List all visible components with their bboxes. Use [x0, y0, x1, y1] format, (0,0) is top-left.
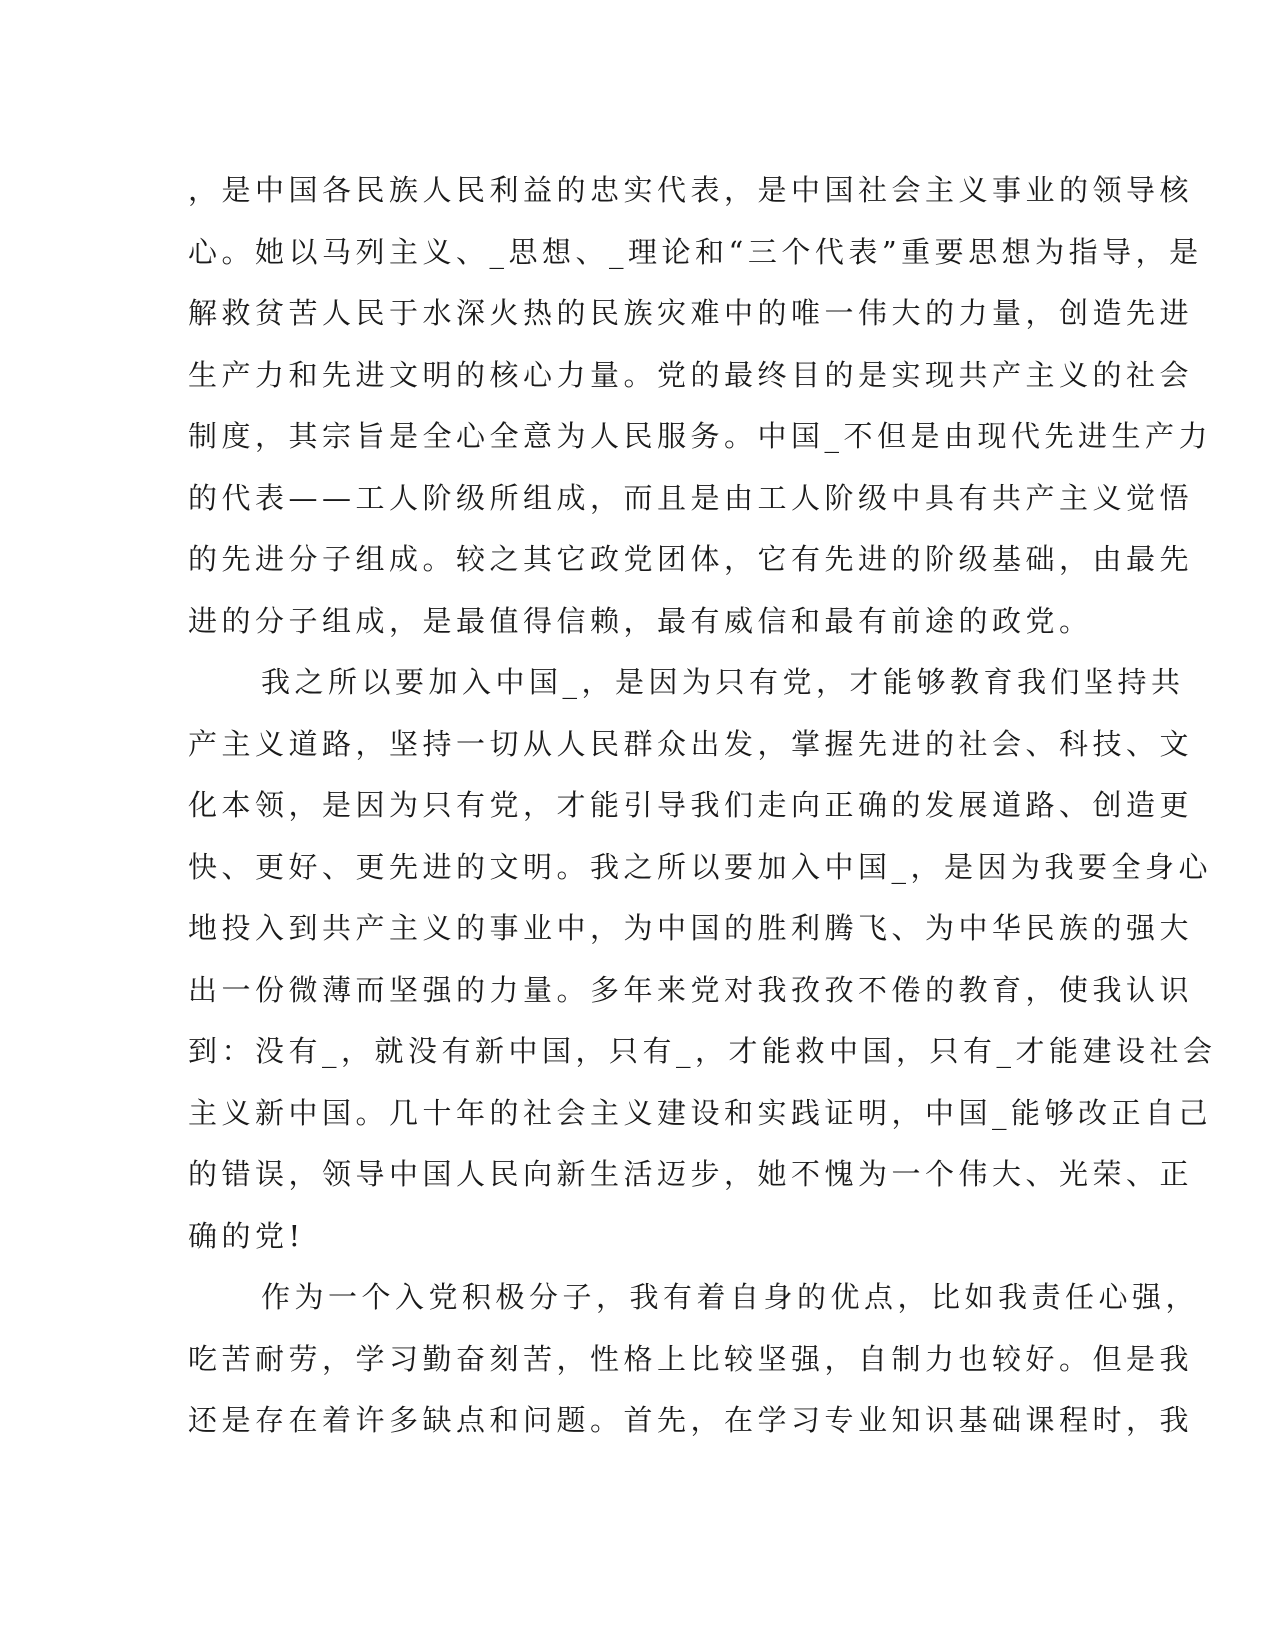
text-line: 化本领，是因为只有党，才能引导我们走向正确的发展道路、创造更	[188, 788, 1194, 822]
text-line: 主义新中国。几十年的社会主义建设和实践证明，中国_能够改正自己	[188, 1095, 1213, 1130]
paragraph-start-line: 我之所以要加入中国_，是因为只有党，才能够教育我们坚持共	[261, 665, 1185, 699]
text-line: 制度，其宗旨是全心全意为人民服务。中国_不但是由现代先进生产力	[188, 419, 1213, 453]
text-line: 生产力和先进文明的核心力量。党的最终目的是实现共产主义的社会	[188, 357, 1194, 392]
text-line: 到：没有_，就没有新中国，只有_，才能救中国，只有_才能建设社会	[188, 1034, 1217, 1068]
text-line: 吃苦耐劳，学习勤奋刻苦，性格上比较坚强，自制力也较好。但是我	[188, 1341, 1194, 1376]
text-line: 的错误，领导中国人民向新生活迈步，她不愧为一个伟大、光荣、正	[188, 1157, 1194, 1191]
text-line: 还是存在着许多缺点和问题。首先，在学习专业知识基础课程时，我	[188, 1403, 1194, 1437]
text-line: 的代表——工人阶级所组成，而且是由工人阶级中具有共产主义觉悟	[188, 480, 1194, 515]
text-line: 快、更好、更先进的文明。我之所以要加入中国_，是因为我要全身心	[188, 849, 1213, 884]
paragraph-start-line: 作为一个入党积极分子，我有着自身的优点，比如我责任心强，	[261, 1280, 1200, 1314]
text-line: ，是中国各民族人民利益的忠实代表，是中国社会主义事业的领导核	[188, 173, 1194, 207]
text-line: 地投入到共产主义的事业中，为中国的胜利腾飞、为中华民族的强大	[188, 911, 1194, 945]
text-line: 心。她以马列主义、_思想、_理论和“三个代表”重要思想为指导，是	[188, 234, 1203, 269]
text-line: 的先进分子组成。较之其它政党团体，它有先进的阶级基础，由最先	[188, 542, 1194, 576]
text-line: 解救贫苦人民于水深火热的民族灾难中的唯一伟大的力量，创造先进	[188, 296, 1194, 330]
document-body	[188, 160, 1217, 1452]
text-line: 进的分子组成，是最值得信赖，最有威信和最有前途的政党。	[188, 603, 1093, 638]
text-line: 确的党!	[188, 1218, 305, 1253]
text-line: 产主义道路，坚持一切从人民群众出发，掌握先进的社会、科技、文	[188, 726, 1194, 761]
text-line: 出一份微薄而坚强的力量。多年来党对我孜孜不倦的教育，使我认识	[188, 972, 1194, 1007]
